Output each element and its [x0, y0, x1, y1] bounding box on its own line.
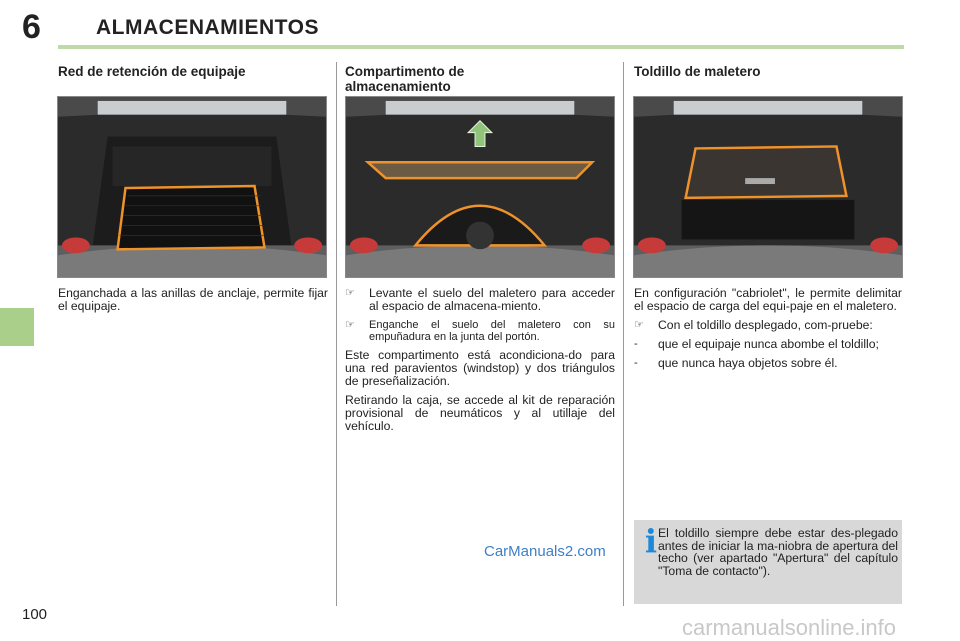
bullet-item [345, 319, 615, 343]
info-text: El toldillo siempre debe estar des-plegado antes de iniciar la ma-niobra de apertura del techo (ver apartado "Apertura" del capítulo "Toma de contacto"). [658, 526, 898, 578]
section-heading-cover: Toldillo de maletero [634, 64, 761, 79]
pointing-hand-icon: ☞ [345, 287, 355, 299]
watermark-carmanuals2: CarManuals2.com [484, 543, 606, 560]
photo-luggage-net [57, 96, 327, 278]
header-rule [58, 45, 904, 49]
photo-luggage-cover [633, 96, 903, 278]
bullet-item [634, 319, 902, 332]
pointing-hand-icon: ☞ [634, 319, 644, 331]
dash-item [634, 357, 902, 370]
luggage-cover-illustration [634, 97, 902, 277]
paragraph: Este compartimento está acondiciona-do para una red paravientos (windstop) y dos triángulos de preseñalización. [345, 348, 615, 388]
bullet-item [345, 287, 615, 313]
section-heading-storage [345, 64, 464, 94]
chapter-title: ALMACENAMIENTOS [96, 16, 319, 39]
dash-text: que el equipaje nunca abombe el toldillo; [658, 337, 879, 351]
heading-line: almacenamiento [345, 79, 451, 94]
dash-item [634, 338, 902, 351]
cover-text [634, 287, 902, 376]
dash-text: que nunca haya objetos sobre él. [658, 356, 838, 370]
column-divider [336, 62, 337, 606]
dash-mark: - [634, 357, 638, 369]
dash-mark: - [634, 338, 638, 350]
column-divider [623, 62, 624, 606]
trunk-net-illustration [58, 97, 326, 277]
info-box [634, 520, 902, 604]
paragraph: Retirando la caja, se accede al kit de reparación provisional de neumáticos y al utillaje del vehículo. [345, 393, 615, 433]
storage-compartment-illustration [346, 97, 614, 277]
photo-storage-compartment [345, 96, 615, 278]
watermark-carmanualsonline: carmanualsonline.info [682, 615, 897, 640]
info-icon: i [644, 522, 658, 560]
luggage-net-paragraph [58, 287, 328, 319]
chapter-side-tab [0, 308, 34, 346]
bullet-text: Con el toldillo desplegado, com-pruebe: [658, 318, 873, 332]
section-heading-luggage-net: Red de retención de equipaje [58, 64, 246, 79]
pointing-hand-icon: ☞ [345, 319, 355, 331]
paragraph: Enganchada a las anillas de anclaje, permite fijar el equipaje. [58, 286, 328, 313]
page-number: 100 [22, 606, 48, 623]
bullet-text: Enganche el suelo del maletero con su empuñadura en la junta del portón. [369, 319, 615, 343]
chapter-number: 6 [22, 8, 41, 46]
storage-text [345, 287, 615, 439]
bullet-text: Levante el suelo del maletero para acceder al espacio de almacena-miento. [369, 286, 615, 313]
paragraph: En configuración "cabriolet", le permite delimitar el espacio de carga del equi-paje en el maletero. [634, 286, 902, 313]
heading-line: Compartimento de [345, 64, 465, 79]
